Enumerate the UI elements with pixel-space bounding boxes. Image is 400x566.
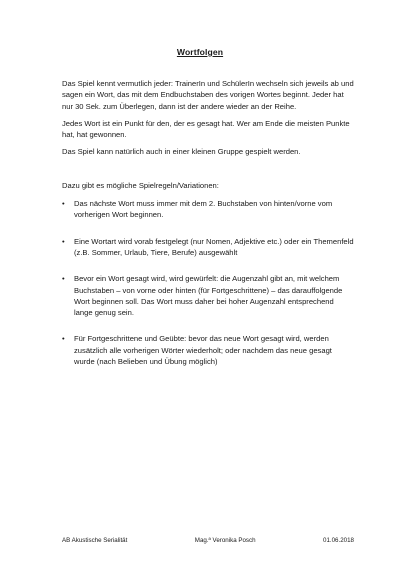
rule-text: Bevor ein Wort gesagt wird, wird gewürfelt: die Augenzahl gibt an, mit welchem Buchstaben – von vorne oder hinten (für Fortgeschrittene) – das darauffolgende Wort beginnen soll. Das Wort muss daher bei hoher Augenzahl entsprechend lange genug sein.	[74, 274, 343, 318]
rule-text: Das nächste Wort muss immer mit dem 2. Buchstaben von hinten/vorne vom vorherigen Wort beginnen.	[74, 199, 333, 220]
bullet-icon: •	[62, 236, 65, 246]
paragraph-group-play: Das Spiel kann natürlich auch in einer kleinen Gruppe gespielt werden.	[62, 147, 301, 157]
list-item	[62, 236, 354, 259]
rule-text: Eine Wortart wird vorab festgelegt (nur Nomen, Adjektive etc.) oder ein Themenfeld (z.B. Sommer, Urlaub, Tiere, Berufe) ausgewählt	[74, 236, 354, 257]
rules-list	[62, 198, 354, 367]
paragraph-rules-description: Das Spiel kennt vermutlich jeder: TrainerIn und SchülerIn wechseln sich jeweils ab und sagen ein Wort, das mit dem Endbuchstaben des vorigen Wortes beginnt. Jeder hat nur 30 Sek. zum Überlegen, dann ist der andere wieder an der Reihe.	[62, 79, 354, 111]
document-body	[62, 78, 354, 382]
rule-text: Für Fortgeschrittene und Geübte: bevor das neue Wort gesagt wird, werden zusätzlich alle vorherigen Wörter wiederholt; oder nachdem das neue gesagt wurde (nach Belieben und Übung möglich)	[74, 334, 332, 367]
paragraph-scoring: Jedes Wort ist ein Punkt für den, der es gesagt hat. Wer am Ende die meisten Punkte hat, hat gewonnen.	[62, 118, 350, 140]
bullet-icon: •	[62, 274, 65, 284]
footer-date: 01.06.2018	[323, 537, 354, 544]
document-title: Wortfolgen	[176, 47, 224, 57]
rules-intro: Dazu gibt es mögliche Spielregeln/Variationen:	[62, 180, 219, 190]
bullet-icon: •	[62, 334, 65, 344]
list-item	[62, 198, 354, 221]
page-footer	[62, 537, 354, 544]
list-item	[62, 273, 354, 318]
list-item	[62, 333, 354, 367]
footer-left: AB Akustische Serialität	[62, 537, 128, 544]
bullet-icon: •	[62, 199, 65, 209]
footer-author: Mag.ª Veronika Posch	[194, 537, 256, 544]
